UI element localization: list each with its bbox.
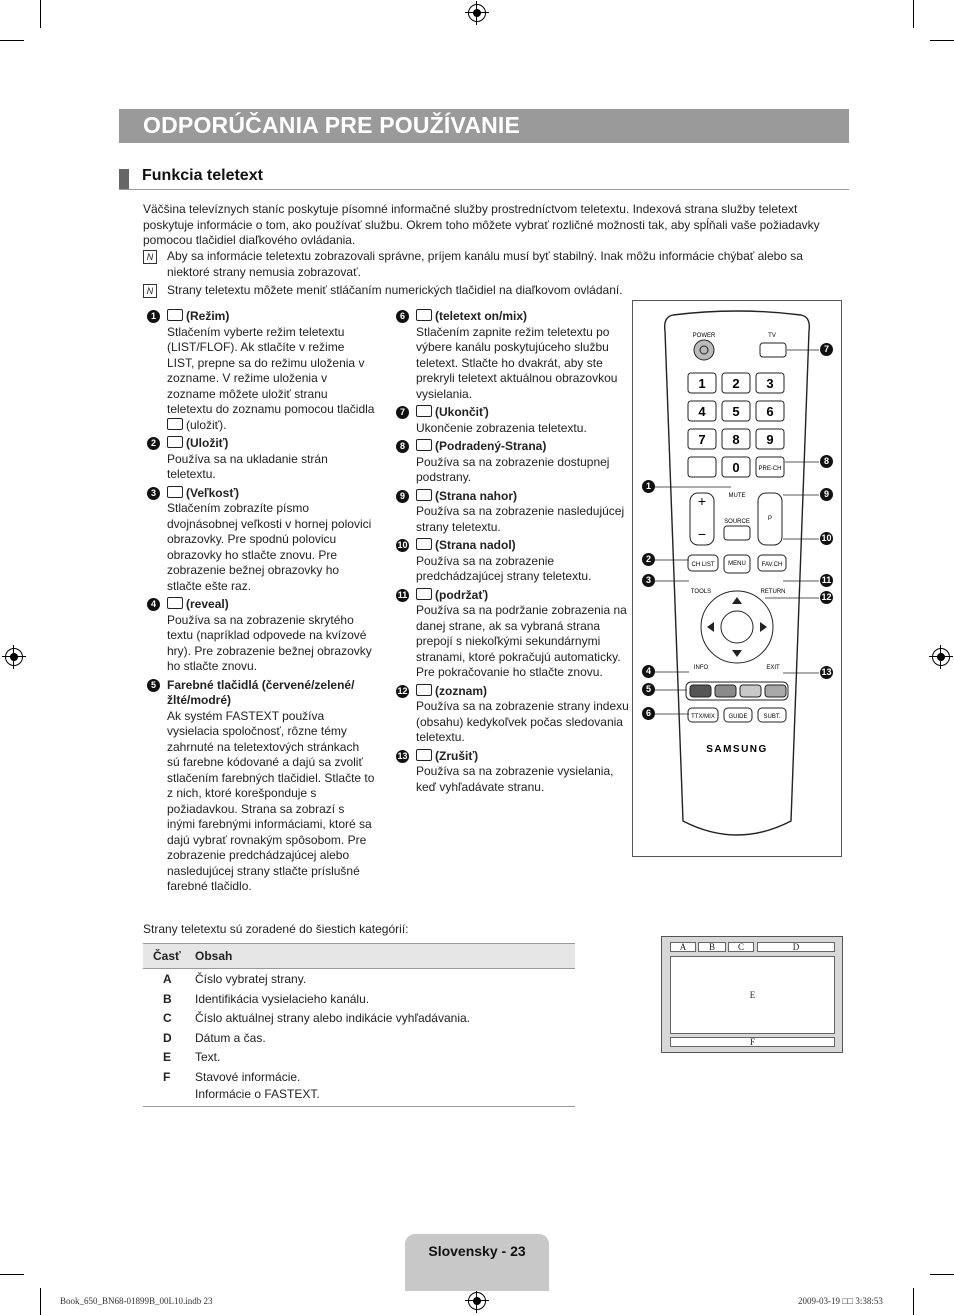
number-badge: 2: [147, 437, 160, 450]
svg-text:8: 8: [732, 432, 740, 447]
return-label: RETURN: [760, 589, 786, 595]
exit-icon: [416, 405, 432, 417]
green-button: [715, 685, 736, 697]
table-row: Informácie o FASTEXT.: [143, 1084, 575, 1107]
mode-icon: [167, 309, 183, 321]
item-size: 3 (Veľkosť) Stlačením zobrazíte písmo dvojnásobnej veľkosti v hornej polovici obrazovky. Pre spodnú polovicu obrazovky ho stlačte znovu. Pre zobrazenie bežnej obrazovky ho stlačte ešte raz.: [143, 486, 375, 595]
table-intro: Strany teletextu sú zoradené do šiestich kategórií:: [143, 922, 409, 936]
section-marker: [119, 169, 129, 189]
svg-text:TTX/MIX: TTX/MIX: [691, 714, 715, 720]
callout-badge: 12: [821, 592, 832, 602]
item-color-buttons: 5 Farebné tlačidlá (červené/zelené/žlté/modré) Ak systém FASTEXT používa vysielacia spoločnosť, rôzne témy zahrnuté na teletextových stránkach sú farebne kódované a dajú sa zvoliť stlačením farebných tlačidiel. Stlačte to z nich, ktoré korešponduje s požiadavkou. Strana sa zobrazí s inými farebnými informáciami, ktoré sa dajú vybrať rovnakým spôsobom. Pre zobrazenie predchádzajúcej alebo nasledujúcej strany stlačte príslušné farebné tlačidlo.: [143, 678, 375, 895]
mute-label: MUTE: [728, 493, 746, 499]
section-title: Funkcia teletext: [142, 167, 263, 184]
number-badge: 5: [147, 679, 160, 692]
column-header: Obsah: [195, 949, 233, 963]
callout-badge: 6: [642, 707, 655, 720]
svg-text:CH LIST: CH LIST: [691, 562, 715, 568]
item-cancel: 13 (Zrušiť) Používa sa na zobrazenie vysielania, keď vyhľadávate stranu.: [397, 748, 614, 794]
number-badge: 8: [396, 440, 409, 453]
crop-mark: [913, 1288, 914, 1315]
item-index: 12 (zoznam) Používa sa na zobrazenie strany indexu (obsahu) kedykoľvek počas sledovania teletextu.: [397, 683, 629, 744]
exit-label: EXIT: [766, 665, 780, 671]
callout-badge: 4: [642, 665, 655, 678]
items-left: [143, 309, 375, 898]
red-button: [690, 685, 711, 697]
power-label: POWER: [692, 333, 716, 339]
number-badge: 3: [147, 487, 160, 500]
brand-logo: SAMSUNG: [706, 744, 768, 755]
registration-mark-icon: [5, 648, 23, 666]
crop-mark: [40, 0, 41, 28]
svg-text:FAV.CH: FAV.CH: [761, 562, 783, 568]
tv-button: [760, 343, 786, 357]
svg-text:1: 1: [698, 376, 706, 391]
number-badge: 6: [396, 310, 409, 323]
screen-area-f: F: [670, 1037, 835, 1047]
note-icon: N: [143, 284, 157, 298]
item-reveal: 4 (reveal) Používa sa na zobrazenie skrytého textu (napríklad odpovede na kvízové hry). Pre zobrazenie bežnej obrazovky ho stlačte znovu.: [143, 597, 375, 675]
source-label: SOURCE: [724, 519, 750, 525]
svg-text:0: 0: [732, 460, 740, 475]
item-page-down: 10 (Strana nadol) Používa sa na zobrazenie predchádzajúcej strany teletextu.: [397, 538, 592, 583]
tools-label: TOOLS: [690, 589, 712, 595]
number-badge: 1: [147, 310, 160, 323]
note-icon: N: [143, 250, 157, 264]
teletext-screen-diagram: [661, 936, 843, 1053]
note-1: N Aby sa informácie teletextu zobrazovali správne, príjem kanálu musí byť stabilný. Inak môžu informácie chýbať alebo sa niektoré strany nemusia zobrazovať.: [143, 249, 843, 280]
page-down-icon: [416, 538, 432, 550]
number-badge: 9: [396, 490, 409, 503]
size-icon: [167, 486, 183, 498]
callout-badge: 8: [820, 455, 833, 468]
callout-badge: 11: [821, 575, 832, 585]
callout-badge: 7: [820, 343, 833, 356]
crop-mark: [913, 0, 914, 28]
callout-badge: 13: [821, 667, 832, 677]
tv-label: TV: [768, 333, 776, 339]
callout-badge: 2: [642, 553, 655, 566]
svg-text:6: 6: [766, 404, 774, 419]
svg-text:3: 3: [766, 376, 774, 391]
screen-area-c: C: [728, 942, 754, 952]
svg-text:9: 9: [766, 432, 774, 447]
chapter-title: ODPORÚČANIA PRE POUŽÍVANIE: [143, 112, 521, 138]
number-badge: 12: [397, 685, 408, 696]
yellow-button: [740, 685, 761, 697]
table-header: [143, 943, 575, 969]
item-hold: 11 (podržať) Používa sa na podržanie zobrazenia na danej strane, ak sa vybraná strana prepojí s niekoľkými sekundárnymi stranami, ktoré pokračujú automaticky. Pre pokračovanie ho stlačte znovu.: [397, 587, 627, 679]
registration-mark-icon: [468, 1292, 486, 1310]
table-row: F Stavové informácie.: [163, 1069, 301, 1084]
info-label: INFO: [693, 665, 709, 671]
teletext-icon: [416, 309, 432, 321]
registration-mark-icon: [932, 648, 950, 666]
callout-badge: 5: [642, 683, 655, 696]
svg-text:P: P: [767, 516, 773, 522]
svg-text:2: 2: [732, 376, 740, 391]
item-teletext-on-mix: 6 (teletext on/mix) Stlačením zapnite režim teletextu po výbere kanálu poskytujúceho službu teletext. Stlačte ho dvakrát, aby ste prekryli teletext aktuálnou obrazovkou vysielania.: [392, 309, 629, 402]
screen-area-e: E: [670, 956, 835, 1034]
store-icon: [167, 418, 183, 430]
callout-badge: 10: [821, 533, 832, 543]
index-icon: [416, 684, 432, 696]
enter-button: [721, 611, 753, 643]
sub-page-icon: [416, 439, 432, 451]
svg-text:GUIDE: GUIDE: [728, 714, 748, 720]
table-row: C Číslo aktuálnej strany alebo indikácie vyhľadávania.: [163, 1011, 470, 1025]
svg-text:4: 4: [698, 404, 706, 419]
volume-down-icon: −: [697, 526, 707, 542]
print-slug-file: Book_650_BN68-01899B_00L10.indb 23: [60, 1296, 213, 1306]
table-row: E Text.: [163, 1050, 221, 1064]
intro-paragraph: Väčšina televíznych staníc poskytuje písomné informačné služby prostredníctvom teletextu. Indexová strana služby teletext poskytuje informácie o tom, ako používať službu. Okrem toho môžete vybrať rozličné možnosti tak, aby spĺňali vaše požiadavky pomocou tlačidiel diaľkového ovládania.: [143, 202, 820, 247]
svg-text:PRE-CH: PRE-CH: [758, 466, 782, 472]
store-icon: [167, 436, 183, 448]
number-badge: 11: [397, 589, 408, 600]
table-row: B Identifikácia vysielacieho kanálu.: [163, 991, 370, 1006]
page-number: Slovensky - 23: [428, 1243, 526, 1259]
hold-icon: [416, 588, 432, 600]
callout-badge: 1: [642, 480, 655, 493]
cancel-icon: [416, 749, 432, 761]
remote-illustration-frame: [632, 300, 842, 857]
item-store: 2 (Uložiť) Používa sa na ukladanie strán teletextu.: [143, 436, 375, 483]
item-page-up: 9 (Strana nahor) Používa sa na zobrazenie nasledujúcej strany teletextu.: [392, 489, 629, 536]
volume-up-icon: +: [697, 493, 707, 509]
number-badge: 4: [147, 598, 160, 611]
table-row: D Dátum a čas.: [163, 1030, 266, 1045]
number-badge: 10: [397, 540, 408, 550]
source-button: [724, 526, 750, 540]
number-badge: 7: [396, 406, 409, 419]
item-mode: 1 (Režim) Stlačením vyberte režim teletextu (LIST/FLOF). Ak stlačíte v režime LIST, prepne sa do režimu uloženia v zozname. V režime uloženia v zozname môžete uložiť stranu teletextu do zoznamu pomocou tlačidla (uložiť).: [143, 309, 375, 433]
screen-area-d: D: [757, 942, 835, 952]
svg-text:SUBT.: SUBT.: [763, 714, 781, 720]
item-sub-page: 8 (Podradený-Strana) Používa sa na zobrazenie dostupnej podstrany.: [392, 439, 629, 486]
number-badge: 13: [397, 750, 408, 761]
power-button: [694, 340, 714, 360]
items-right: [392, 309, 629, 798]
crop-mark: [930, 1274, 954, 1275]
reveal-icon: [167, 597, 183, 609]
page-number-tab: [405, 1234, 549, 1291]
svg-text:5: 5: [732, 404, 740, 419]
registration-mark-icon: [468, 4, 486, 22]
callout-badge: 9: [820, 488, 833, 501]
item-exit: 7 (Ukončiť) Ukončenie zobrazenia teletextu.: [392, 405, 629, 436]
column-header: Časť: [153, 949, 181, 963]
blue-button: [765, 685, 786, 697]
key-ttx: [688, 457, 716, 477]
svg-text:7: 7: [698, 432, 706, 447]
crop-mark: [40, 1288, 41, 1315]
crop-mark: [0, 40, 24, 41]
chapter-banner: [119, 109, 849, 143]
callout-badge: 3: [642, 574, 655, 587]
page-up-icon: [416, 489, 432, 501]
teletext-categories-table: [143, 943, 575, 1107]
crop-mark: [0, 1274, 24, 1275]
crop-mark: [930, 40, 954, 41]
screen-area-b: B: [698, 942, 726, 952]
screen-area-a: A: [670, 942, 696, 952]
note-2: N Strany teletextu môžete meniť stláčaním numerických tlačidiel na diaľkovom ovládaní.: [143, 283, 843, 299]
remote-control-illustration: [633, 301, 841, 856]
print-slug-date: 2009-03-19 □□ 3:38:53: [798, 1296, 883, 1306]
table-row: A Číslo vybratej strany.: [163, 972, 307, 986]
section-heading: [119, 167, 849, 190]
svg-text:MENU: MENU: [728, 561, 746, 567]
